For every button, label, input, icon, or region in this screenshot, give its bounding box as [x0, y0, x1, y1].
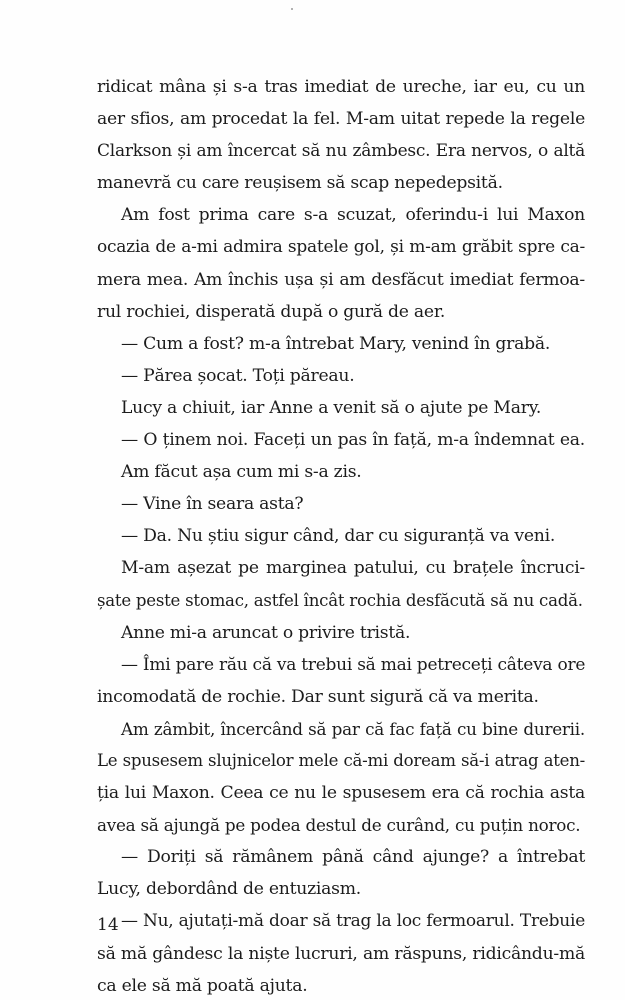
text-line: Clarkson și am încercat să nu zâmbesc. Era nervos, o altă [97, 141, 585, 162]
body-text [97, 71, 585, 1002]
scan-speck [291, 8, 293, 10]
text-line: Lucy a chiuit, iar Anne a venit să o ajute pe Mary. [121, 397, 542, 418]
text-line: ocazia de a-mi admira spatele gol, și m-am grăbit spre ca- [97, 237, 585, 258]
text-line: Am făcut așa cum mi s-a zis. [121, 462, 362, 483]
page-number: 14 [97, 915, 119, 935]
text-line: Am zâmbit, încercând să par că fac față cu bine durerii. [121, 718, 585, 739]
text-line: — O ținem noi. Faceți un pas în față, m-a îndemnat ea. [121, 430, 585, 451]
text-line: — Cum a fost? m-a întrebat Mary, venind în grabă. [121, 333, 551, 354]
text-line: ridicat mâna și s-a tras imediat de ureche, iar eu, cu un [97, 77, 585, 97]
text-line: aer sfios, am procedat la fel. M-am uitat repede la regele [97, 109, 585, 130]
text-line: — Nu, ajutați-mă doar să trag la loc fermoarul. Trebuie [121, 911, 585, 932]
text-line: mera mea. Am închis ușa și am desfăcut imediat fermoa- [97, 269, 585, 290]
text-line: Am fost prima care s-a scuzat, oferindu-i lui Maxon [121, 205, 585, 226]
text-line: șate peste stomac, astfel încât rochia desfăcută să nu cadă. [97, 590, 583, 610]
text-line: ca ele să mă poată ajuta. [97, 975, 308, 996]
text-line: rul rochiei, disperată după o gură de aer. [97, 301, 446, 322]
text-line: — Îmi pare rău că va trebui să mai petreceți câteva ore [121, 654, 586, 675]
text-line: M-am așezat pe marginea patului, cu brațele încruci- [121, 558, 585, 579]
text-line: — Da. Nu știu sigur când, dar cu siguranță va veni. [121, 526, 556, 547]
text-line: — Vine în seara asta? [121, 494, 304, 515]
text-line: Lucy, debordând de entuziasm. [97, 879, 361, 900]
text-line: incomodată de rochie. Dar sunt sigură că va merita. [97, 686, 539, 707]
text-line: — Părea șocat. Toți păreau. [121, 365, 355, 386]
text-line: Le spusesem slujnicelor mele că-mi doream să-i atrag aten- [97, 750, 585, 770]
text-line: Anne mi-a aruncat o privire tristă. [121, 622, 411, 643]
text-line: să mă gândesc la niște lucruri, am răspuns, ridicându-mă [97, 943, 585, 964]
text-line: — Doriți să rămânem până când ajunge? a întrebat [121, 847, 585, 868]
text-line: avea să ajungă pe podea destul de curând, cu puțin noroc. [97, 815, 581, 836]
text-line: ția lui Maxon. Ceea ce nu le spusesem era că rochia asta [97, 783, 585, 804]
text-line: manevră cu care reușisem să scap nepedepsită. [97, 173, 503, 194]
